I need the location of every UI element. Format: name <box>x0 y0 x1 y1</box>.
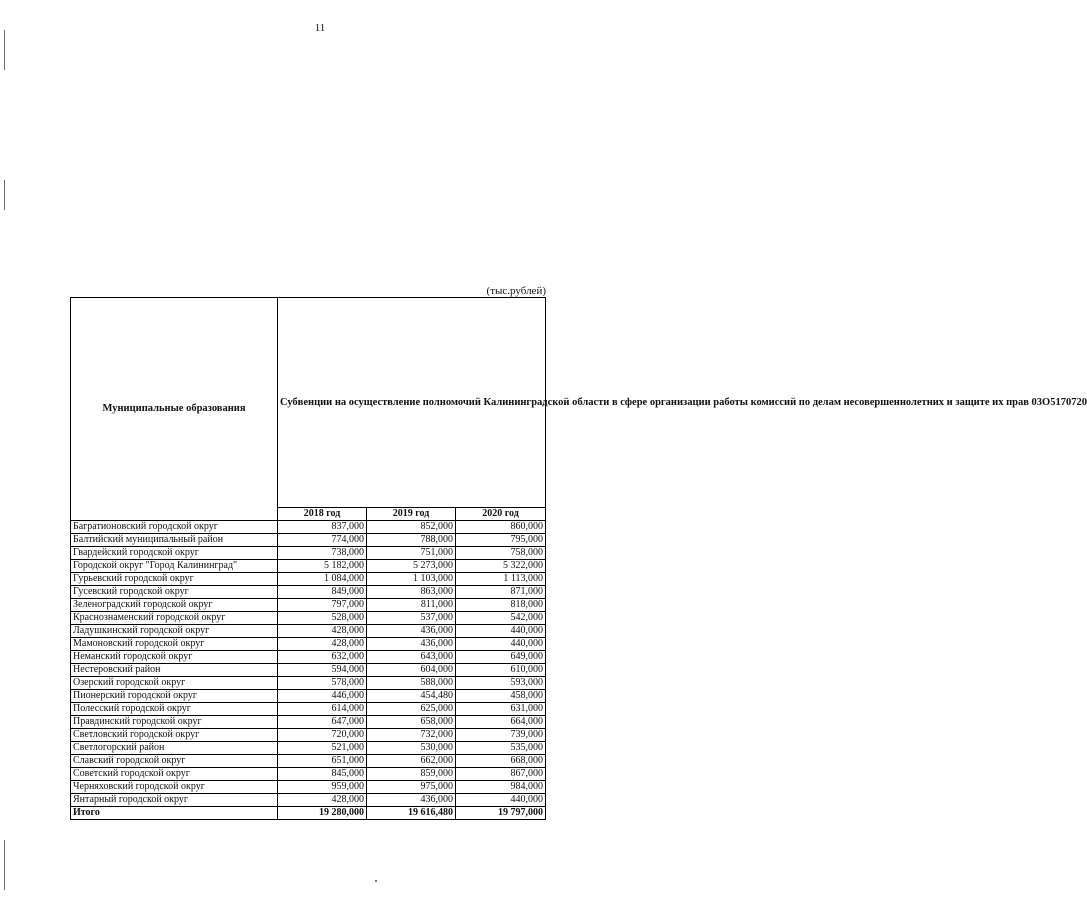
value-2020: 867,000 <box>456 768 546 781</box>
value-2018: 528,000 <box>278 612 367 625</box>
value-2018: 521,000 <box>278 742 367 755</box>
table-row <box>71 651 546 664</box>
value-2019: 643,000 <box>367 651 456 664</box>
value-2018: 446,000 <box>278 690 367 703</box>
municipality-name: Пионерский городской округ <box>71 690 278 703</box>
total-2020: 19 797,000 <box>456 807 546 820</box>
value-2020: 440,000 <box>456 794 546 807</box>
value-2018: 594,000 <box>278 664 367 677</box>
value-2019: 436,000 <box>367 625 456 638</box>
municipality-name: Черняховский городской округ <box>71 781 278 794</box>
value-2018: 428,000 <box>278 794 367 807</box>
scan-margin-mark <box>4 840 5 890</box>
table-row <box>71 729 546 742</box>
municipality-name: Неманский городской округ <box>71 651 278 664</box>
table-row <box>71 794 546 807</box>
municipality-name: Светлогорский район <box>71 742 278 755</box>
table-row <box>71 677 546 690</box>
value-2018: 849,000 <box>278 586 367 599</box>
value-2019: 975,000 <box>367 781 456 794</box>
value-2020: 631,000 <box>456 703 546 716</box>
subventions-table <box>70 297 1087 820</box>
value-2018: 428,000 <box>278 638 367 651</box>
value-2018: 837,000 <box>278 521 367 534</box>
header-year-2018: 2018 год <box>278 508 367 521</box>
value-2018: 614,000 <box>278 703 367 716</box>
municipality-name: Славский городской округ <box>71 755 278 768</box>
scan-dot <box>375 880 377 882</box>
value-2018: 647,000 <box>278 716 367 729</box>
value-2019: 454,480 <box>367 690 456 703</box>
value-2019: 588,000 <box>367 677 456 690</box>
value-2020: 542,000 <box>456 612 546 625</box>
value-2020: 5 322,000 <box>456 560 546 573</box>
value-2018: 1 084,000 <box>278 573 367 586</box>
municipality-name: Советский городской округ <box>71 768 278 781</box>
municipality-name: Ладушкинский городской округ <box>71 625 278 638</box>
value-2020: 871,000 <box>456 586 546 599</box>
value-2019: 852,000 <box>367 521 456 534</box>
table-row <box>71 742 546 755</box>
header-year-2019: 2019 год <box>367 508 456 521</box>
table-row <box>71 716 546 729</box>
municipality-name: Гусевский городской округ <box>71 586 278 599</box>
municipality-name: Мамоновский городской округ <box>71 638 278 651</box>
value-2019: 530,000 <box>367 742 456 755</box>
table-row <box>71 534 546 547</box>
value-2018: 651,000 <box>278 755 367 768</box>
municipality-name: Нестеровский район <box>71 664 278 677</box>
table-row <box>71 521 546 534</box>
municipality-name: Гвардейский городской округ <box>71 547 278 560</box>
table-row <box>71 703 546 716</box>
value-2019: 863,000 <box>367 586 456 599</box>
table-row <box>71 560 546 573</box>
value-2020: 1 113,000 <box>456 573 546 586</box>
value-2020: 649,000 <box>456 651 546 664</box>
scan-margin-mark <box>4 180 5 210</box>
value-2018: 738,000 <box>278 547 367 560</box>
value-2018: 797,000 <box>278 599 367 612</box>
total-label: Итого <box>71 807 278 820</box>
table-row <box>71 664 546 677</box>
value-2020: 758,000 <box>456 547 546 560</box>
municipality-name: Зеленоградский городской округ <box>71 599 278 612</box>
table-row <box>71 638 546 651</box>
value-2020: 610,000 <box>456 664 546 677</box>
value-2020: 795,000 <box>456 534 546 547</box>
page-number: 11 <box>314 22 326 34</box>
total-2018: 19 280,000 <box>278 807 367 820</box>
value-2018: 774,000 <box>278 534 367 547</box>
header-subventions: Субвенции на осуществление полномочий Калининградской области в сфере организации работы комиссий по делам несовершеннолетних и защите их прав 03О5170720 <box>278 298 546 508</box>
table-row <box>71 755 546 768</box>
value-2019: 732,000 <box>367 729 456 742</box>
municipality-name: Городской округ "Город Калининград" <box>71 560 278 573</box>
table-row <box>71 625 546 638</box>
municipality-name: Правдинский городской округ <box>71 716 278 729</box>
value-2019: 751,000 <box>367 547 456 560</box>
value-2019: 1 103,000 <box>367 573 456 586</box>
value-2018: 632,000 <box>278 651 367 664</box>
scan-margin-mark <box>4 30 5 70</box>
value-2020: 535,000 <box>456 742 546 755</box>
municipality-name: Светловский городской округ <box>71 729 278 742</box>
municipality-name: Багратионовский городской округ <box>71 521 278 534</box>
value-2019: 811,000 <box>367 599 456 612</box>
municipality-name: Балтийский муниципальный район <box>71 534 278 547</box>
municipality-name: Озерский городской округ <box>71 677 278 690</box>
table-row <box>71 781 546 794</box>
value-2018: 845,000 <box>278 768 367 781</box>
value-2019: 436,000 <box>367 794 456 807</box>
value-2020: 664,000 <box>456 716 546 729</box>
header-year-2020: 2020 год <box>456 508 546 521</box>
value-2019: 788,000 <box>367 534 456 547</box>
value-2019: 537,000 <box>367 612 456 625</box>
value-2020: 860,000 <box>456 521 546 534</box>
value-2019: 5 273,000 <box>367 560 456 573</box>
value-2018: 959,000 <box>278 781 367 794</box>
table-row <box>71 690 546 703</box>
total-row <box>71 807 546 820</box>
value-2019: 662,000 <box>367 755 456 768</box>
value-2020: 668,000 <box>456 755 546 768</box>
value-2019: 658,000 <box>367 716 456 729</box>
value-2018: 428,000 <box>278 625 367 638</box>
value-2020: 739,000 <box>456 729 546 742</box>
value-2019: 625,000 <box>367 703 456 716</box>
table-row <box>71 612 546 625</box>
table-row <box>71 573 546 586</box>
value-2020: 984,000 <box>456 781 546 794</box>
value-2019: 436,000 <box>367 638 456 651</box>
value-2020: 440,000 <box>456 638 546 651</box>
value-2018: 5 182,000 <box>278 560 367 573</box>
table-row <box>71 599 546 612</box>
value-2019: 604,000 <box>367 664 456 677</box>
value-2019: 859,000 <box>367 768 456 781</box>
value-2020: 818,000 <box>456 599 546 612</box>
value-2020: 440,000 <box>456 625 546 638</box>
table-body <box>71 521 546 820</box>
municipality-name: Янтарный городской округ <box>71 794 278 807</box>
header-municipalities: Муниципальные образования <box>71 298 278 521</box>
value-2020: 458,000 <box>456 690 546 703</box>
table-row <box>71 586 546 599</box>
value-2018: 578,000 <box>278 677 367 690</box>
total-2019: 19 616,480 <box>367 807 456 820</box>
municipality-name: Краснознаменский городской округ <box>71 612 278 625</box>
value-2018: 720,000 <box>278 729 367 742</box>
municipality-name: Гурьевский городской округ <box>71 573 278 586</box>
value-2020: 593,000 <box>456 677 546 690</box>
municipality-name: Полесский городской округ <box>71 703 278 716</box>
table-row <box>71 547 546 560</box>
table-row <box>71 768 546 781</box>
units-note: (тыс.рублей) <box>486 285 546 297</box>
